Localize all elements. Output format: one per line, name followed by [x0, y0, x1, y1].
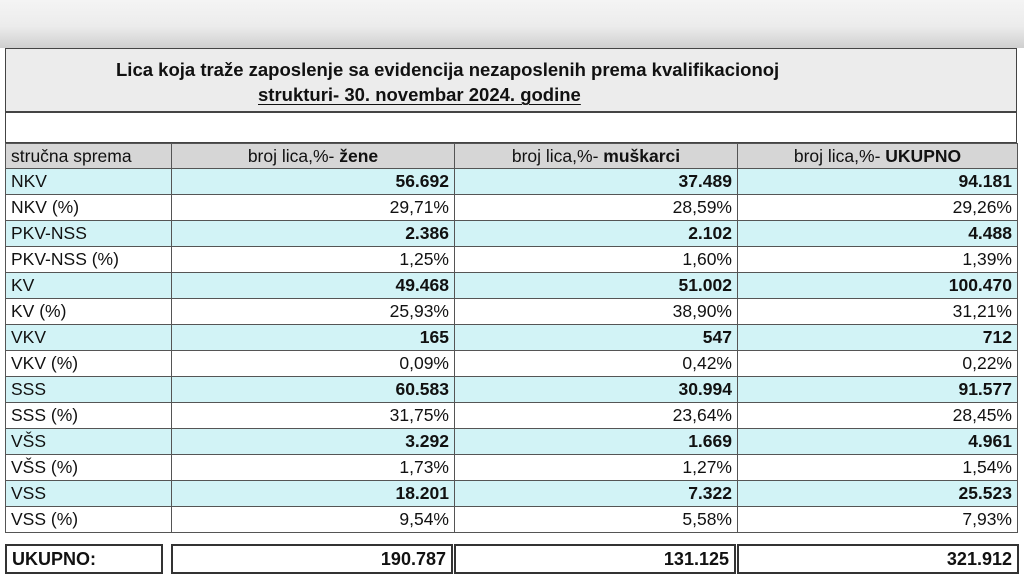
row-label: SSS (%)	[6, 403, 172, 429]
cell-ukupno: 7,93%	[738, 507, 1018, 533]
total-gap	[162, 545, 172, 573]
cell-zene: 56.692	[172, 169, 455, 195]
cell-muskarci: 1,27%	[455, 455, 738, 481]
cell-zene: 18.201	[172, 481, 455, 507]
table-row	[6, 221, 1018, 247]
table-row	[6, 455, 1018, 481]
total-label: UKUPNO:	[6, 545, 162, 573]
cell-ukupno: 25.523	[738, 481, 1018, 507]
row-label: VŠS (%)	[6, 455, 172, 481]
total-ukupno: 321.912	[738, 545, 1018, 573]
table-row	[6, 429, 1018, 455]
blank-row	[5, 112, 1017, 143]
cell-zene: 1,25%	[172, 247, 455, 273]
header-strucna-sprema: stručna sprema	[6, 144, 172, 169]
header-muskarci-bold: muškarci	[603, 145, 681, 166]
cell-ukupno: 28,45%	[738, 403, 1018, 429]
row-label: NKV (%)	[6, 195, 172, 221]
cell-ukupno: 94.181	[738, 169, 1018, 195]
cell-muskarci: 0,42%	[455, 351, 738, 377]
cell-ukupno: 1,54%	[738, 455, 1018, 481]
cell-muskarci: 2.102	[455, 221, 738, 247]
cell-zene: 9,54%	[172, 507, 455, 533]
header-ukupno-prefix: broj lica,%-	[793, 145, 886, 166]
cell-zene: 25,93%	[172, 299, 455, 325]
total-row	[6, 545, 1018, 573]
table-row	[6, 273, 1018, 299]
title-line-1: Lica koja traže zaposlenje sa evidencija nezaposlenih prema kvalifikacionoj	[116, 59, 780, 80]
table-row	[6, 325, 1018, 351]
header-ukupno	[738, 144, 1018, 169]
row-label: VSS (%)	[6, 507, 172, 533]
table-row	[6, 507, 1018, 533]
row-label: SSS	[6, 377, 172, 403]
table-row	[6, 247, 1018, 273]
cell-zene: 165	[172, 325, 455, 351]
cell-zene: 2.386	[172, 221, 455, 247]
cell-ukupno: 31,21%	[738, 299, 1018, 325]
table-header-row	[6, 144, 1018, 169]
header-ukupno-bold: UKUPNO	[885, 145, 962, 166]
cell-muskarci: 1.669	[455, 429, 738, 455]
row-label: VŠS	[6, 429, 172, 455]
cell-muskarci: 23,64%	[455, 403, 738, 429]
row-label: VKV	[6, 325, 172, 351]
table-row	[6, 169, 1018, 195]
cell-zene: 29,71%	[172, 195, 455, 221]
cell-ukupno: 91.577	[738, 377, 1018, 403]
table-row	[6, 403, 1018, 429]
cell-ukupno: 4.488	[738, 221, 1018, 247]
row-label: VSS	[6, 481, 172, 507]
cell-zene: 3.292	[172, 429, 455, 455]
cell-ukupno: 29,26%	[738, 195, 1018, 221]
cell-muskarci: 28,59%	[455, 195, 738, 221]
title-line-2: strukturi- 30. novembar 2024. godine	[258, 84, 581, 105]
cell-ukupno: 4.961	[738, 429, 1018, 455]
row-label: PKV-NSS (%)	[6, 247, 172, 273]
cell-muskarci: 547	[455, 325, 738, 351]
cell-muskarci: 51.002	[455, 273, 738, 299]
top-shadow	[0, 0, 1024, 48]
table-row	[6, 195, 1018, 221]
row-label: KV (%)	[6, 299, 172, 325]
header-zene-bold: žene	[339, 145, 379, 166]
cell-zene: 49.468	[172, 273, 455, 299]
row-label: KV	[6, 273, 172, 299]
header-zene	[172, 144, 455, 169]
cell-ukupno: 1,39%	[738, 247, 1018, 273]
cell-ukupno: 0,22%	[738, 351, 1018, 377]
header-muskarci	[455, 144, 738, 169]
document-sheet	[5, 48, 1017, 581]
cell-ukupno: 712	[738, 325, 1018, 351]
qualification-table	[5, 143, 1018, 533]
table-row	[6, 377, 1018, 403]
total-muskarci: 131.125	[455, 545, 735, 573]
cell-muskarci: 1,60%	[455, 247, 738, 273]
total-zene: 190.787	[172, 545, 452, 573]
cell-ukupno: 100.470	[738, 273, 1018, 299]
cell-muskarci: 5,58%	[455, 507, 738, 533]
cell-muskarci: 30.994	[455, 377, 738, 403]
cell-muskarci: 37.489	[455, 169, 738, 195]
row-label: NKV	[6, 169, 172, 195]
row-label: PKV-NSS	[6, 221, 172, 247]
cell-zene: 60.583	[172, 377, 455, 403]
table-row	[6, 481, 1018, 507]
table-row	[6, 351, 1018, 377]
cell-muskarci: 38,90%	[455, 299, 738, 325]
header-zene-prefix: broj lica,%-	[247, 145, 340, 166]
cell-muskarci: 7.322	[455, 481, 738, 507]
title-box	[5, 48, 1017, 112]
cell-zene: 1,73%	[172, 455, 455, 481]
cell-zene: 31,75%	[172, 403, 455, 429]
cell-zene: 0,09%	[172, 351, 455, 377]
table-row	[6, 299, 1018, 325]
header-muskarci-prefix: broj lica,%-	[511, 145, 604, 166]
row-label: VKV (%)	[6, 351, 172, 377]
total-table	[5, 544, 1019, 574]
